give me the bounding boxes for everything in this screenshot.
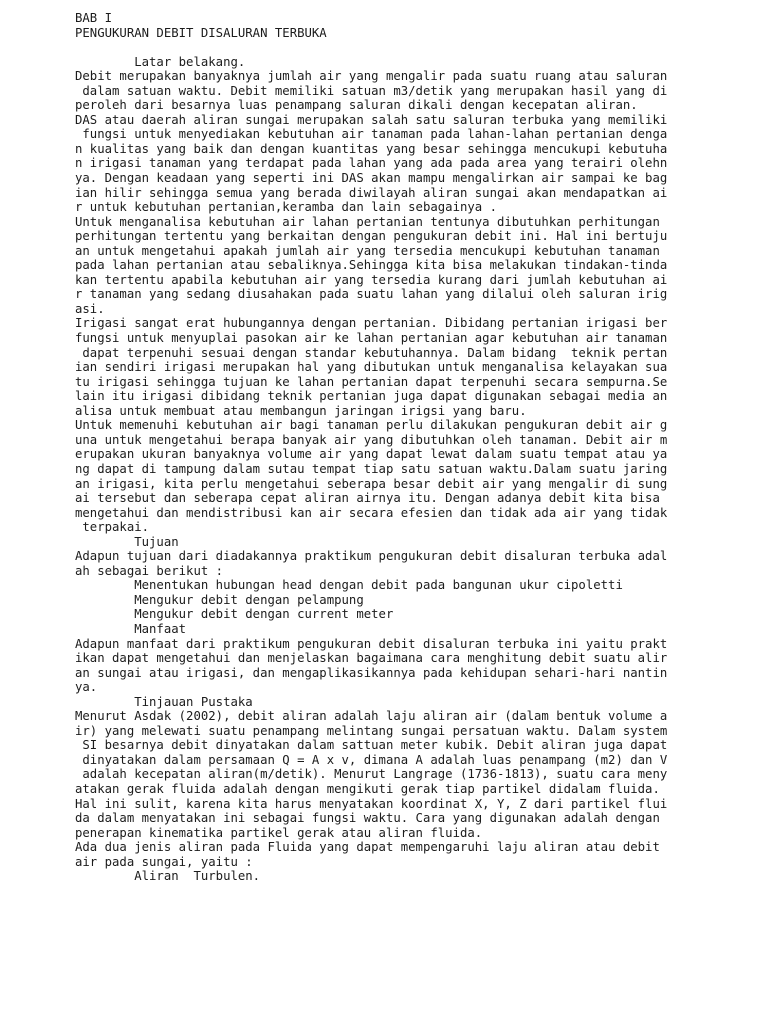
text-line: asi. <box>75 301 105 316</box>
text-line: an irigasi, kita perlu mengetahui seberapa besar debit air yang mengalir di sung <box>75 476 668 491</box>
text-line: n kualitas yang baik dan dengan kuantitas yang besar sehingga mencukupi kebutuha <box>75 141 668 156</box>
text-line: ir) yang melewati suatu penampang melintang sungai persatuan waktu. Dalam system <box>75 723 668 738</box>
text-line: Menurut Asdak (2002), debit aliran adalah laju aliran air (dalam bentuk volume a <box>75 709 668 724</box>
text-line: Tujuan <box>75 534 179 549</box>
text-line: r untuk kebutuhan pertanian,keramba dan lain sebagainya . <box>75 200 497 215</box>
text-line: Latar belakang. <box>75 54 246 69</box>
text-line: Hal ini sulit, karena kita harus menyatakan koordinat X, Y, Z dari partikel flui <box>75 796 668 811</box>
text-line: Ada dua jenis aliran pada Fluida yang dapat mempengaruhi laju aliran atau debit <box>75 840 660 855</box>
text-line: penerapan kinematika partikel gerak atau aliran fluida. <box>75 825 483 840</box>
document-body <box>75 11 695 884</box>
text-line: ikan dapat mengetahui dan menjelaskan bagaimana cara menghitung debit suatu alir <box>75 651 668 666</box>
text-line: dapat terpenuhi sesuai dengan standar kebutuhannya. Dalam bidang teknik pertan <box>75 345 668 360</box>
text-line: ya. Dengan keadaan yang seperti ini DAS akan mampu mengalirkan air sampai ke bag <box>75 171 668 186</box>
text-line: da dalam menyatakan ini sebagai fungsi waktu. Cara yang digunakan adalah dengan <box>75 811 660 826</box>
text-line: n irigasi tanaman yang terdapat pada lahan yang ada pada area yang terairi olehn <box>75 156 668 171</box>
text-line: ai tersebut dan seberapa cepat aliran airnya itu. Dengan adanya debit kita bisa <box>75 491 660 506</box>
text-line: ya. <box>75 680 98 695</box>
text-line: perhitungan tertentu yang berkaitan dengan pengukuran debit ini. Hal ini bertuju <box>75 229 668 244</box>
text-line: tu irigasi sehingga tujuan ke lahan pertanian dapat terpenuhi secara sempurna.Se <box>75 374 668 389</box>
text-line: air pada sungai, yaitu : <box>75 854 253 869</box>
text-line: erupakan ukuran banyaknya volume air yang dapat lewat dalam suatu tempat atau ya <box>75 447 668 462</box>
text-line: SI besarnya debit dinyatakan dalam sattuan meter kubik. Debit aliran juga dapat <box>75 738 668 753</box>
text-line: Adapun manfaat dari praktikum pengukuran debit disaluran terbuka ini yaitu prakt <box>75 636 668 651</box>
text-line: fungsi untuk menyuplai pasokan air ke lahan pertanian agar kebutuhan air tanaman <box>75 331 668 346</box>
text-line: BAB I <box>75 11 113 25</box>
text-line: peroleh dari besarnya luas penampang saluran dikali dengan kecepatan aliran. <box>75 98 638 113</box>
text-line: dinyatakan dalam persamaan Q = A x v, dimana A adalah luas penampang (m2) dan V <box>75 752 668 767</box>
text-line: ah sebagai berikut : <box>75 563 224 578</box>
text-line: lain itu irigasi dibidang teknik pertanian juga dapat digunakan sebagai media an <box>75 389 668 404</box>
text-line: an untuk mengetahui apakah jumlah air yang tersedia mencukupi kebutuhan tanaman <box>75 243 660 258</box>
text-line: Mengukur debit dengan current meter <box>75 607 394 622</box>
text-line: Debit merupakan banyaknya jumlah air yang mengalir pada suatu ruang atau saluran <box>75 69 668 84</box>
text-line: adalah kecepatan aliran(m/detik). Menurut Langrage (1736-1813), suatu cara meny <box>75 767 668 782</box>
text-line: an sungai atau irigasi, dan mengaplikasikannya pada kehidupan sehari-hari nantin <box>75 665 668 680</box>
text-line: PENGUKURAN DEBIT DISALURAN TERBUKA <box>75 25 327 40</box>
text-line: mengetahui dan mendistribusi kan air secara efesien dan tidak ada air yang tidak <box>75 505 668 520</box>
text-line: Aliran Turbulen. <box>75 869 261 884</box>
text-line: una untuk mengetahui berapa banyak air yang dibutuhkan oleh tanaman. Debit air m <box>75 432 668 447</box>
text-line: Adapun tujuan dari diadakannya praktikum pengukuran debit disaluran terbuka adal <box>75 549 668 564</box>
text-line <box>75 40 695 55</box>
text-line: ian hilir sehingga semua yang berada diwilayah aliran sungai akan mendapatkan ai <box>75 185 668 200</box>
text-line: pada lahan pertanian atau sebaliknya.Sehingga kita bisa melakukan tindakan-tinda <box>75 258 668 273</box>
text-line: Menentukan hubungan head dengan debit pada bangunan ukur cipoletti <box>75 578 623 593</box>
text-line: Manfaat <box>75 621 187 636</box>
text-line: Untuk menganalisa kebutuhan air lahan pertanian tentunya dibutuhkan perhitungan <box>75 214 660 229</box>
text-line: terpakai. <box>75 520 150 535</box>
text-line: kan tertentu apabila kebutuhan air yang tersedia kurang dari jumlah kebutuhan ai <box>75 272 668 287</box>
text-line: r tanaman yang sedang diusahakan pada suatu lahan yang dilalui oleh saluran irig <box>75 287 668 302</box>
text-line: Tinjauan Pustaka <box>75 694 253 709</box>
text-line: fungsi untuk menyediakan kebutuhan air tanaman pada lahan-lahan pertanian denga <box>75 127 668 142</box>
text-line: Untuk memenuhi kebutuhan air bagi tanaman perlu dilakukan pengukuran debit air g <box>75 418 668 433</box>
text-line: Mengukur debit dengan pelampung <box>75 592 364 607</box>
text-line: ian sendiri irigasi merupakan hal yang dibutukan untuk menganalisa kelayakan sua <box>75 360 668 375</box>
text-line: dalam satuan waktu. Debit memiliki satuan m3/detik yang merupakan hasil yang di <box>75 83 668 98</box>
text-line: DAS atau daerah aliran sungai merupakan salah satu saluran terbuka yang memiliki <box>75 112 668 127</box>
text-line: atakan gerak fluida adalah dengan mengikuti gerak tiap partikel didalam fluida. <box>75 781 660 796</box>
text-line: alisa untuk membuat atau membangun jaringan irigsi yang baru. <box>75 403 527 418</box>
text-line: ng dapat di tampung dalam sutau tempat tiap satu satuan waktu.Dalam suatu jaring <box>75 461 668 476</box>
text-line: Irigasi sangat erat hubungannya dengan pertanian. Dibidang pertanian irigasi ber <box>75 316 668 331</box>
